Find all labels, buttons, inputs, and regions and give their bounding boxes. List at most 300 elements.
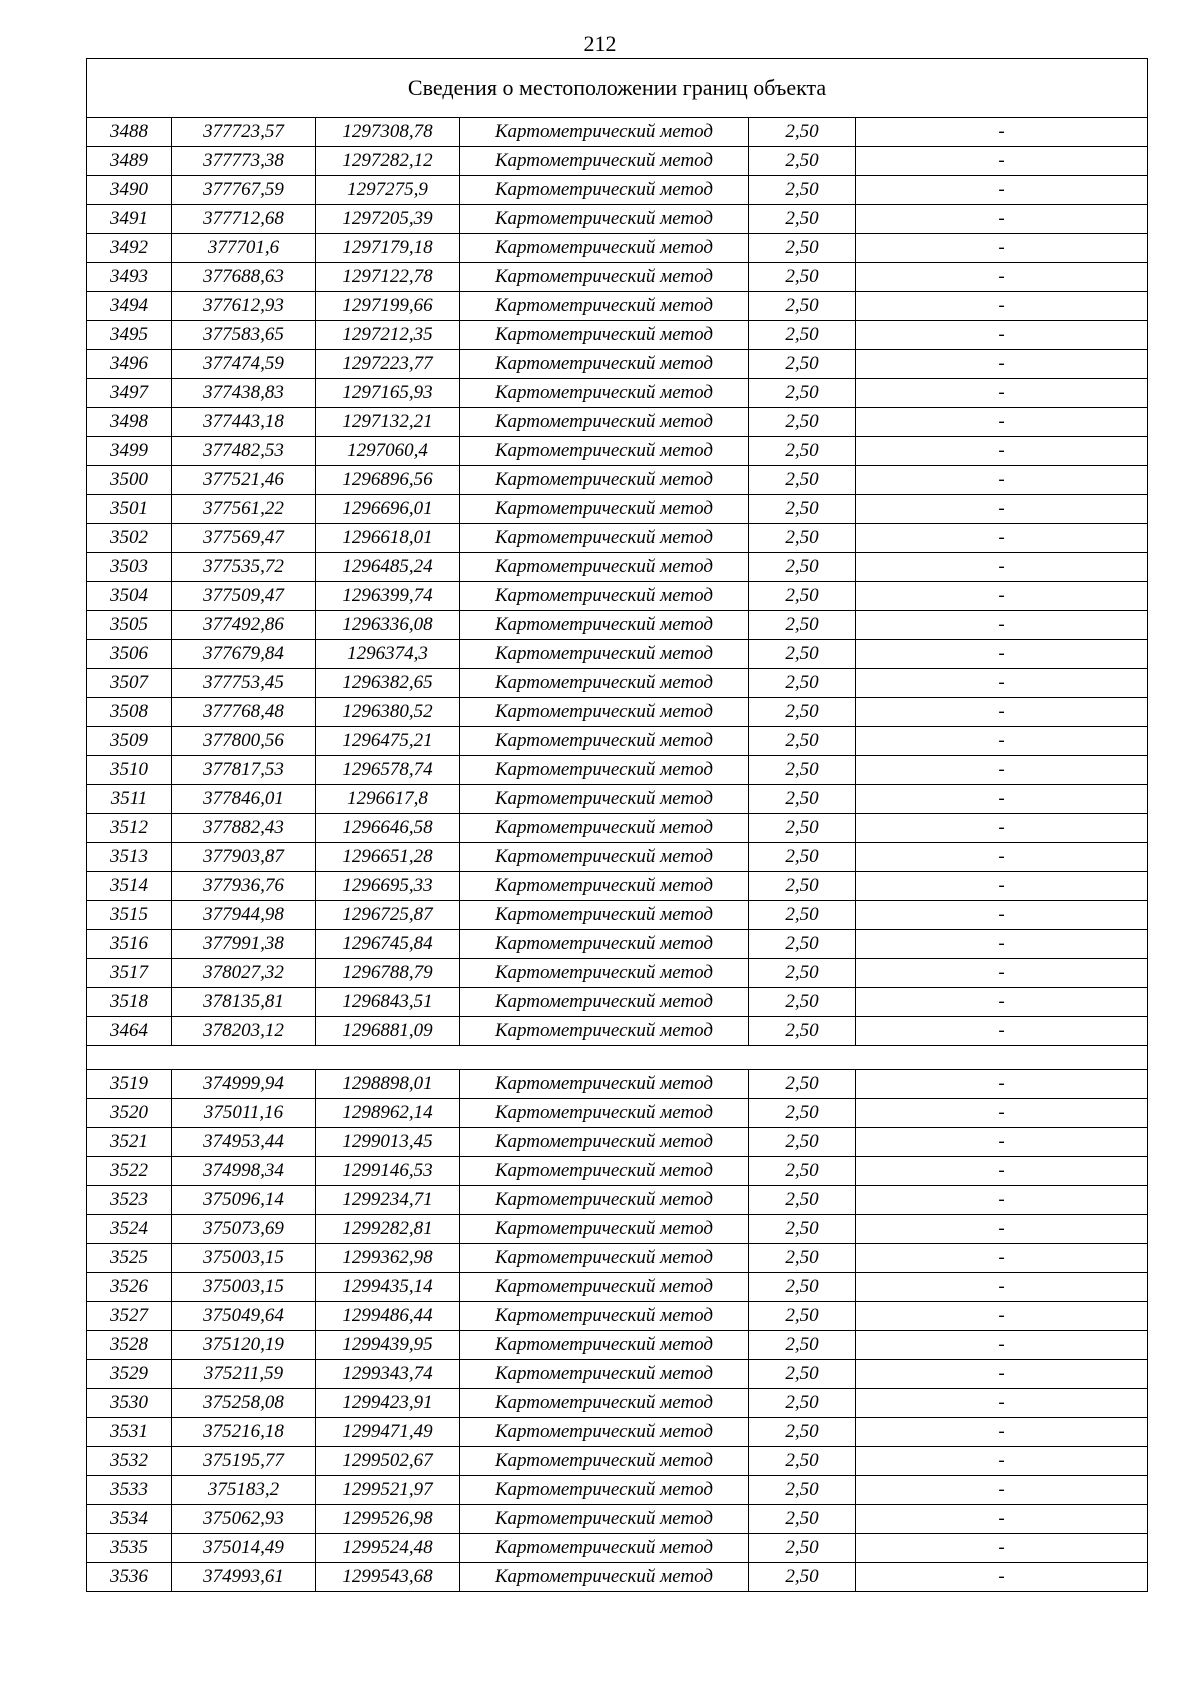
description-cell: - <box>856 1070 1148 1099</box>
x-coordinate-cell: 378203,12 <box>172 1017 316 1046</box>
x-coordinate-cell: 377509,47 <box>172 582 316 611</box>
table-row <box>87 1128 1148 1157</box>
y-coordinate-cell: 1296843,51 <box>316 988 460 1017</box>
table-row <box>87 1418 1148 1447</box>
table-row <box>87 205 1148 234</box>
y-coordinate-cell: 1296485,24 <box>316 553 460 582</box>
y-coordinate-cell: 1299521,97 <box>316 1476 460 1505</box>
description-cell: - <box>856 698 1148 727</box>
point-number-cell: 3499 <box>87 437 172 466</box>
table-row <box>87 379 1148 408</box>
y-coordinate-cell: 1296745,84 <box>316 930 460 959</box>
x-coordinate-cell: 375003,15 <box>172 1273 316 1302</box>
y-coordinate-cell: 1297179,18 <box>316 234 460 263</box>
page-number: 212 <box>583 31 617 56</box>
accuracy-cell: 2,50 <box>749 698 856 727</box>
method-cell: Картометрический метод <box>460 1360 749 1389</box>
description-cell: - <box>856 408 1148 437</box>
y-coordinate-cell: 1299423,91 <box>316 1389 460 1418</box>
accuracy-cell: 2,50 <box>749 1070 856 1099</box>
accuracy-cell: 2,50 <box>749 1534 856 1563</box>
x-coordinate-cell: 375120,19 <box>172 1331 316 1360</box>
y-coordinate-cell: 1297275,9 <box>316 176 460 205</box>
description-cell: - <box>856 1157 1148 1186</box>
accuracy-cell: 2,50 <box>749 1447 856 1476</box>
point-number-cell: 3528 <box>87 1331 172 1360</box>
method-cell: Картометрический метод <box>460 1244 749 1273</box>
description-cell: - <box>856 1563 1148 1592</box>
table-row <box>87 553 1148 582</box>
x-coordinate-cell: 377936,76 <box>172 872 316 901</box>
method-cell: Картометрический метод <box>460 872 749 901</box>
method-cell: Картометрический метод <box>460 321 749 350</box>
table-title: Сведения о местоположении границ объекта <box>87 59 1148 118</box>
point-number-cell: 3515 <box>87 901 172 930</box>
description-cell: - <box>856 1128 1148 1157</box>
table-row <box>87 872 1148 901</box>
x-coordinate-cell: 377438,83 <box>172 379 316 408</box>
x-coordinate-cell: 377492,86 <box>172 611 316 640</box>
method-cell: Картометрический метод <box>460 1418 749 1447</box>
y-coordinate-cell: 1297122,78 <box>316 263 460 292</box>
method-cell: Картометрический метод <box>460 408 749 437</box>
method-cell: Картометрический метод <box>460 959 749 988</box>
description-cell: - <box>856 727 1148 756</box>
table-row <box>87 1447 1148 1476</box>
description-cell: - <box>856 350 1148 379</box>
x-coordinate-cell: 375073,69 <box>172 1215 316 1244</box>
point-number-cell: 3536 <box>87 1563 172 1592</box>
accuracy-cell: 2,50 <box>749 1099 856 1128</box>
x-coordinate-cell: 377679,84 <box>172 640 316 669</box>
description-cell: - <box>856 292 1148 321</box>
accuracy-cell: 2,50 <box>749 495 856 524</box>
method-cell: Картометрический метод <box>460 843 749 872</box>
x-coordinate-cell: 378027,32 <box>172 959 316 988</box>
point-number-cell: 3516 <box>87 930 172 959</box>
point-number-cell: 3497 <box>87 379 172 408</box>
description-cell: - <box>856 1447 1148 1476</box>
x-coordinate-cell: 375011,16 <box>172 1099 316 1128</box>
accuracy-cell: 2,50 <box>749 640 856 669</box>
method-cell: Картометрический метод <box>460 1447 749 1476</box>
description-cell: - <box>856 901 1148 930</box>
point-number-cell: 3490 <box>87 176 172 205</box>
description-cell: - <box>856 1302 1148 1331</box>
accuracy-cell: 2,50 <box>749 814 856 843</box>
point-number-cell: 3504 <box>87 582 172 611</box>
y-coordinate-cell: 1299282,81 <box>316 1215 460 1244</box>
y-coordinate-cell: 1297212,35 <box>316 321 460 350</box>
method-cell: Картометрический метод <box>460 1302 749 1331</box>
x-coordinate-cell: 374993,61 <box>172 1563 316 1592</box>
table-row <box>87 698 1148 727</box>
y-coordinate-cell: 1296881,09 <box>316 1017 460 1046</box>
table-row <box>87 147 1148 176</box>
method-cell: Картометрический метод <box>460 611 749 640</box>
x-coordinate-cell: 377768,48 <box>172 698 316 727</box>
description-cell: - <box>856 669 1148 698</box>
description-cell: - <box>856 1476 1148 1505</box>
x-coordinate-cell: 377535,72 <box>172 553 316 582</box>
method-cell: Картометрический метод <box>460 205 749 234</box>
y-coordinate-cell: 1296382,65 <box>316 669 460 698</box>
description-cell: - <box>856 263 1148 292</box>
accuracy-cell: 2,50 <box>749 1186 856 1215</box>
description-cell: - <box>856 118 1148 147</box>
table-row <box>87 524 1148 553</box>
description-cell: - <box>856 756 1148 785</box>
accuracy-cell: 2,50 <box>749 147 856 176</box>
description-cell: - <box>856 321 1148 350</box>
point-number-cell: 3527 <box>87 1302 172 1331</box>
accuracy-cell: 2,50 <box>749 118 856 147</box>
point-number-cell: 3511 <box>87 785 172 814</box>
y-coordinate-cell: 1297199,66 <box>316 292 460 321</box>
accuracy-cell: 2,50 <box>749 350 856 379</box>
point-number-cell: 3498 <box>87 408 172 437</box>
accuracy-cell: 2,50 <box>749 408 856 437</box>
point-number-cell: 3522 <box>87 1157 172 1186</box>
point-number-cell: 3533 <box>87 1476 172 1505</box>
method-cell: Картометрический метод <box>460 147 749 176</box>
accuracy-cell: 2,50 <box>749 1157 856 1186</box>
table-row <box>87 466 1148 495</box>
point-number-cell: 3494 <box>87 292 172 321</box>
table-row <box>87 1534 1148 1563</box>
accuracy-cell: 2,50 <box>749 611 856 640</box>
x-coordinate-cell: 374953,44 <box>172 1128 316 1157</box>
accuracy-cell: 2,50 <box>749 1563 856 1592</box>
accuracy-cell: 2,50 <box>749 756 856 785</box>
point-number-cell: 3493 <box>87 263 172 292</box>
point-number-cell: 3495 <box>87 321 172 350</box>
x-coordinate-cell: 377723,57 <box>172 118 316 147</box>
accuracy-cell: 2,50 <box>749 1360 856 1389</box>
table-title-row <box>87 59 1148 118</box>
y-coordinate-cell: 1296788,79 <box>316 959 460 988</box>
point-number-cell: 3525 <box>87 1244 172 1273</box>
x-coordinate-cell: 375211,59 <box>172 1360 316 1389</box>
description-cell: - <box>856 1505 1148 1534</box>
description-cell: - <box>856 176 1148 205</box>
point-number-cell: 3502 <box>87 524 172 553</box>
description-cell: - <box>856 1418 1148 1447</box>
y-coordinate-cell: 1296618,01 <box>316 524 460 553</box>
accuracy-cell: 2,50 <box>749 959 856 988</box>
description-cell: - <box>856 814 1148 843</box>
y-coordinate-cell: 1296399,74 <box>316 582 460 611</box>
point-number-cell: 3534 <box>87 1505 172 1534</box>
table-row <box>87 1215 1148 1244</box>
point-number-cell: 3491 <box>87 205 172 234</box>
accuracy-cell: 2,50 <box>749 1273 856 1302</box>
x-coordinate-cell: 377701,6 <box>172 234 316 263</box>
description-cell: - <box>856 1273 1148 1302</box>
description-cell: - <box>856 1215 1148 1244</box>
accuracy-cell: 2,50 <box>749 1128 856 1157</box>
table-row <box>87 437 1148 466</box>
description-cell: - <box>856 640 1148 669</box>
y-coordinate-cell: 1296578,74 <box>316 756 460 785</box>
method-cell: Картометрический метод <box>460 1331 749 1360</box>
section-separator-row <box>87 1046 1148 1070</box>
x-coordinate-cell: 377817,53 <box>172 756 316 785</box>
point-number-cell: 3519 <box>87 1070 172 1099</box>
accuracy-cell: 2,50 <box>749 234 856 263</box>
x-coordinate-cell: 375049,64 <box>172 1302 316 1331</box>
description-cell: - <box>856 147 1148 176</box>
y-coordinate-cell: 1297282,12 <box>316 147 460 176</box>
point-number-cell: 3496 <box>87 350 172 379</box>
x-coordinate-cell: 377753,45 <box>172 669 316 698</box>
x-coordinate-cell: 375183,2 <box>172 1476 316 1505</box>
y-coordinate-cell: 1296725,87 <box>316 901 460 930</box>
method-cell: Картометрический метод <box>460 640 749 669</box>
point-number-cell: 3513 <box>87 843 172 872</box>
table-row <box>87 814 1148 843</box>
table-row <box>87 321 1148 350</box>
point-number-cell: 3503 <box>87 553 172 582</box>
x-coordinate-cell: 375195,77 <box>172 1447 316 1476</box>
x-coordinate-cell: 374998,34 <box>172 1157 316 1186</box>
accuracy-cell: 2,50 <box>749 901 856 930</box>
description-cell: - <box>856 466 1148 495</box>
method-cell: Картометрический метод <box>460 1476 749 1505</box>
method-cell: Картометрический метод <box>460 466 749 495</box>
boundary-coordinates-table <box>86 58 1148 1592</box>
description-cell: - <box>856 437 1148 466</box>
x-coordinate-cell: 375258,08 <box>172 1389 316 1418</box>
x-coordinate-cell: 377773,38 <box>172 147 316 176</box>
description-cell: - <box>856 1534 1148 1563</box>
method-cell: Картометрический метод <box>460 1505 749 1534</box>
description-cell: - <box>856 553 1148 582</box>
description-cell: - <box>856 582 1148 611</box>
point-number-cell: 3501 <box>87 495 172 524</box>
section-separator-cell <box>87 1046 1148 1070</box>
accuracy-cell: 2,50 <box>749 1215 856 1244</box>
table-row <box>87 1302 1148 1331</box>
table-row <box>87 1331 1148 1360</box>
accuracy-cell: 2,50 <box>749 466 856 495</box>
accuracy-cell: 2,50 <box>749 930 856 959</box>
y-coordinate-cell: 1297132,21 <box>316 408 460 437</box>
x-coordinate-cell: 377767,59 <box>172 176 316 205</box>
table-row <box>87 901 1148 930</box>
point-number-cell: 3517 <box>87 959 172 988</box>
point-number-cell: 3488 <box>87 118 172 147</box>
accuracy-cell: 2,50 <box>749 379 856 408</box>
y-coordinate-cell: 1296617,8 <box>316 785 460 814</box>
accuracy-cell: 2,50 <box>749 785 856 814</box>
x-coordinate-cell: 377482,53 <box>172 437 316 466</box>
y-coordinate-cell: 1299526,98 <box>316 1505 460 1534</box>
accuracy-cell: 2,50 <box>749 437 856 466</box>
y-coordinate-cell: 1299502,67 <box>316 1447 460 1476</box>
x-coordinate-cell: 377882,43 <box>172 814 316 843</box>
method-cell: Картометрический метод <box>460 1186 749 1215</box>
table-row <box>87 1099 1148 1128</box>
description-cell: - <box>856 495 1148 524</box>
y-coordinate-cell: 1299343,74 <box>316 1360 460 1389</box>
method-cell: Картометрический метод <box>460 727 749 756</box>
x-coordinate-cell: 377521,46 <box>172 466 316 495</box>
accuracy-cell: 2,50 <box>749 1331 856 1360</box>
method-cell: Картометрический метод <box>460 1070 749 1099</box>
description-cell: - <box>856 843 1148 872</box>
table-row <box>87 988 1148 1017</box>
table-row <box>87 1017 1148 1046</box>
accuracy-cell: 2,50 <box>749 205 856 234</box>
x-coordinate-cell: 377583,65 <box>172 321 316 350</box>
description-cell: - <box>856 872 1148 901</box>
x-coordinate-cell: 377903,87 <box>172 843 316 872</box>
table-row <box>87 1244 1148 1273</box>
x-coordinate-cell: 377569,47 <box>172 524 316 553</box>
description-cell: - <box>856 988 1148 1017</box>
y-coordinate-cell: 1296696,01 <box>316 495 460 524</box>
table-row <box>87 727 1148 756</box>
method-cell: Картометрический метод <box>460 1215 749 1244</box>
point-number-cell: 3510 <box>87 756 172 785</box>
description-cell: - <box>856 1389 1148 1418</box>
y-coordinate-cell: 1299543,68 <box>316 1563 460 1592</box>
y-coordinate-cell: 1299435,14 <box>316 1273 460 1302</box>
method-cell: Картометрический метод <box>460 698 749 727</box>
description-cell: - <box>856 1244 1148 1273</box>
method-cell: Картометрический метод <box>460 1563 749 1592</box>
method-cell: Картометрический метод <box>460 930 749 959</box>
method-cell: Картометрический метод <box>460 1273 749 1302</box>
point-number-cell: 3514 <box>87 872 172 901</box>
accuracy-cell: 2,50 <box>749 292 856 321</box>
point-number-cell: 3530 <box>87 1389 172 1418</box>
y-coordinate-cell: 1296380,52 <box>316 698 460 727</box>
method-cell: Картометрический метод <box>460 901 749 930</box>
table-row <box>87 350 1148 379</box>
y-coordinate-cell: 1296374,3 <box>316 640 460 669</box>
method-cell: Картометрический метод <box>460 524 749 553</box>
point-number-cell: 3512 <box>87 814 172 843</box>
table-row <box>87 263 1148 292</box>
point-number-cell: 3532 <box>87 1447 172 1476</box>
accuracy-cell: 2,50 <box>749 1418 856 1447</box>
table-row <box>87 495 1148 524</box>
point-number-cell: 3505 <box>87 611 172 640</box>
description-cell: - <box>856 785 1148 814</box>
table-row <box>87 669 1148 698</box>
description-cell: - <box>856 1331 1148 1360</box>
y-coordinate-cell: 1296695,33 <box>316 872 460 901</box>
method-cell: Картометрический метод <box>460 437 749 466</box>
description-cell: - <box>856 234 1148 263</box>
accuracy-cell: 2,50 <box>749 988 856 1017</box>
description-cell: - <box>856 524 1148 553</box>
table-row <box>87 1157 1148 1186</box>
y-coordinate-cell: 1297165,93 <box>316 379 460 408</box>
y-coordinate-cell: 1297223,77 <box>316 350 460 379</box>
method-cell: Картометрический метод <box>460 350 749 379</box>
method-cell: Картометрический метод <box>460 176 749 205</box>
x-coordinate-cell: 375014,49 <box>172 1534 316 1563</box>
x-coordinate-cell: 377688,63 <box>172 263 316 292</box>
description-cell: - <box>856 1017 1148 1046</box>
table-row <box>87 1389 1148 1418</box>
point-number-cell: 3464 <box>87 1017 172 1046</box>
y-coordinate-cell: 1296475,21 <box>316 727 460 756</box>
point-number-cell: 3529 <box>87 1360 172 1389</box>
description-cell: - <box>856 930 1148 959</box>
table-row <box>87 1360 1148 1389</box>
method-cell: Картометрический метод <box>460 379 749 408</box>
table-row <box>87 1273 1148 1302</box>
accuracy-cell: 2,50 <box>749 1505 856 1534</box>
table-row <box>87 408 1148 437</box>
method-cell: Картометрический метод <box>460 988 749 1017</box>
table-row <box>87 843 1148 872</box>
point-number-cell: 3509 <box>87 727 172 756</box>
method-cell: Картометрический метод <box>460 553 749 582</box>
y-coordinate-cell: 1299524,48 <box>316 1534 460 1563</box>
y-coordinate-cell: 1299013,45 <box>316 1128 460 1157</box>
accuracy-cell: 2,50 <box>749 263 856 292</box>
method-cell: Картометрический метод <box>460 495 749 524</box>
y-coordinate-cell: 1296336,08 <box>316 611 460 640</box>
point-number-cell: 3535 <box>87 1534 172 1563</box>
method-cell: Картометрический метод <box>460 234 749 263</box>
table-row <box>87 959 1148 988</box>
x-coordinate-cell: 377443,18 <box>172 408 316 437</box>
method-cell: Картометрический метод <box>460 582 749 611</box>
table-row <box>87 756 1148 785</box>
point-number-cell: 3508 <box>87 698 172 727</box>
table-body <box>87 59 1148 1592</box>
y-coordinate-cell: 1299486,44 <box>316 1302 460 1331</box>
accuracy-cell: 2,50 <box>749 1302 856 1331</box>
x-coordinate-cell: 377846,01 <box>172 785 316 814</box>
x-coordinate-cell: 377474,59 <box>172 350 316 379</box>
table-row <box>87 176 1148 205</box>
y-coordinate-cell: 1296896,56 <box>316 466 460 495</box>
point-number-cell: 3518 <box>87 988 172 1017</box>
method-cell: Картометрический метод <box>460 292 749 321</box>
y-coordinate-cell: 1298962,14 <box>316 1099 460 1128</box>
table-row <box>87 1563 1148 1592</box>
accuracy-cell: 2,50 <box>749 872 856 901</box>
table-row <box>87 1070 1148 1099</box>
x-coordinate-cell: 375096,14 <box>172 1186 316 1215</box>
method-cell: Картометрический метод <box>460 1128 749 1157</box>
accuracy-cell: 2,50 <box>749 1389 856 1418</box>
x-coordinate-cell: 377800,56 <box>172 727 316 756</box>
point-number-cell: 3523 <box>87 1186 172 1215</box>
accuracy-cell: 2,50 <box>749 727 856 756</box>
point-number-cell: 3521 <box>87 1128 172 1157</box>
accuracy-cell: 2,50 <box>749 176 856 205</box>
table-row <box>87 234 1148 263</box>
method-cell: Картометрический метод <box>460 263 749 292</box>
point-number-cell: 3500 <box>87 466 172 495</box>
accuracy-cell: 2,50 <box>749 582 856 611</box>
description-cell: - <box>856 205 1148 234</box>
method-cell: Картометрический метод <box>460 1534 749 1563</box>
point-number-cell: 3520 <box>87 1099 172 1128</box>
x-coordinate-cell: 377561,22 <box>172 495 316 524</box>
x-coordinate-cell: 377944,98 <box>172 901 316 930</box>
method-cell: Картометрический метод <box>460 814 749 843</box>
method-cell: Картометрический метод <box>460 1389 749 1418</box>
